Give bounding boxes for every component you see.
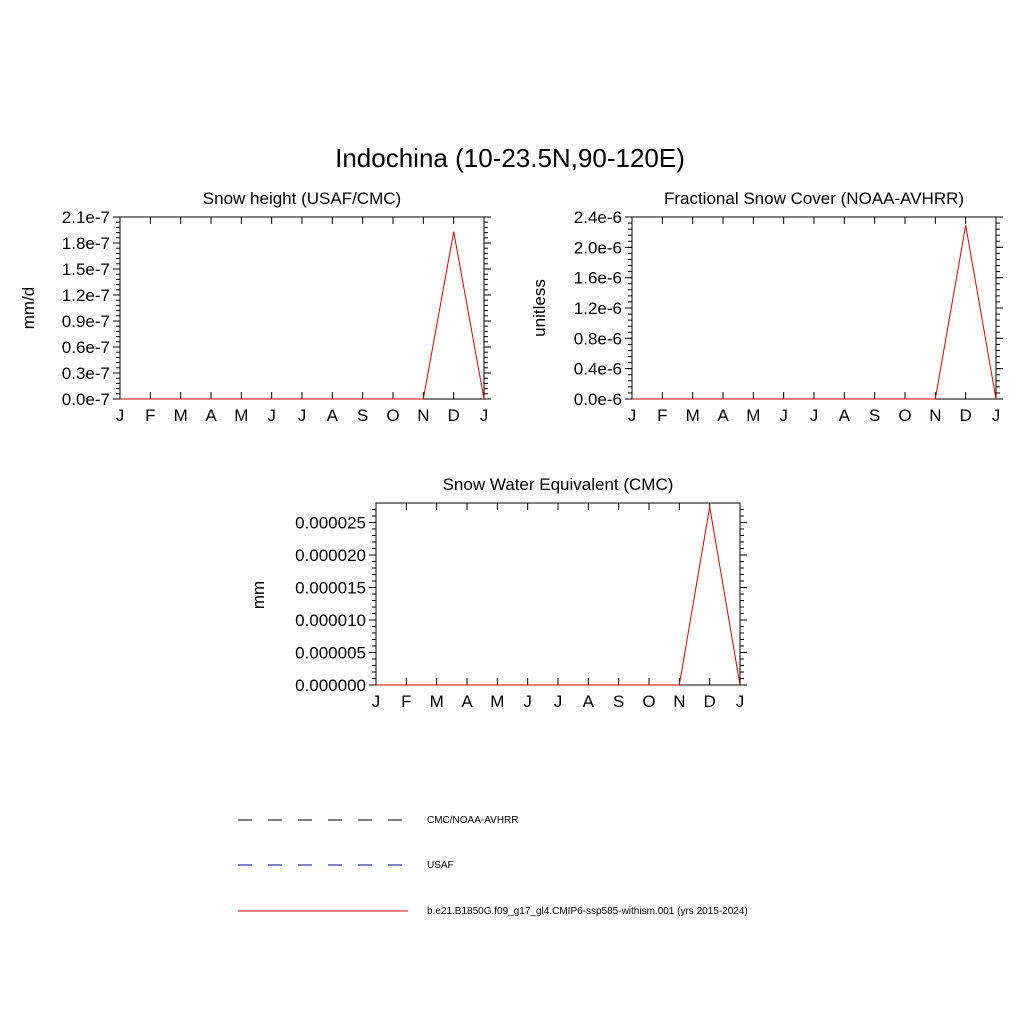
y-axis-label: mm [249,580,268,610]
x-tick-label: O [898,406,912,425]
figure-title: Indochina (10-23.5N,90-120E) [335,143,685,173]
y-tick-label: 0.000010 [295,611,366,630]
y-tick-label: 0.3e-7 [61,364,110,383]
legend-item-usaf [238,860,454,871]
y-tick-label: 2.0e-6 [573,238,622,258]
x-tick-label: A [582,692,595,711]
x-tick-label: J [809,406,819,425]
series-line-model [376,507,740,685]
plot-frame [632,217,996,399]
y-tick-label: 0.8e-6 [573,329,622,349]
x-tick-label: J [553,692,563,711]
x-tick-label: A [838,406,851,425]
y-tick-label: 0.000020 [295,546,366,565]
x-tick-label: F [145,406,156,425]
y-tick-label: 1.2e-7 [61,286,110,305]
x-tick-label: J [523,692,532,711]
y-tick-label: 1.2e-6 [573,299,622,318]
x-tick-label: N [929,406,942,425]
chart-title: Snow Water Equivalent (CMC) [442,475,674,494]
x-tick-label: A [205,406,217,425]
x-tick-label: M [173,406,188,425]
y-tick-label: 0.0e-7 [61,390,110,409]
chart-fractional-snow-cover [530,189,1003,425]
x-tick-label: M [429,692,444,711]
x-tick-label: J [371,692,381,711]
x-tick-label: N [673,692,686,711]
x-tick-label: J [297,406,307,425]
x-tick-label: N [417,406,430,425]
y-tick-label: 1.5e-7 [61,260,110,279]
x-tick-label: O [386,406,400,425]
y-tick-label: 0.0e-6 [573,390,622,409]
legend-label: CMC/NOAA-AVHRR [427,815,519,826]
x-tick-label: S [356,406,369,425]
legend-item-model [238,906,748,917]
x-tick-label: S [868,406,881,425]
x-tick-label: D [959,406,972,425]
x-tick-label: M [746,406,761,425]
chart-title: Fractional Snow Cover (NOAA-AVHRR) [663,189,965,208]
x-tick-label: A [461,692,473,711]
legend-label: b.e21.B1850G.f09_g17_gl4.CMIP6-ssp585-withism.001 (yrs 2015-2024) [427,906,748,917]
legend [238,815,748,917]
x-tick-label: M [234,406,249,425]
plot-frame [376,503,740,685]
y-tick-label: 1.8e-7 [61,234,110,253]
x-tick-label: A [326,406,339,425]
x-tick-label: M [685,406,700,425]
x-tick-label: F [401,692,412,711]
x-tick-label: J [735,692,745,711]
y-axis-label: unitless [530,279,549,337]
y-tick-label: 0.000015 [295,578,366,598]
y-tick-label: 0.4e-6 [573,359,622,379]
x-tick-label: J [479,406,489,425]
y-tick-label: 0.9e-7 [61,312,110,331]
chart-snow-water-equivalent [249,475,747,711]
x-tick-label: F [657,406,668,425]
y-tick-label: 2.4e-6 [573,208,622,227]
x-tick-label: D [703,692,716,711]
x-tick-label: J [627,406,637,425]
x-tick-label: J [779,406,788,425]
chart-snow-height [19,189,491,425]
x-tick-label: J [991,406,1001,425]
series-line-model [120,232,484,399]
y-tick-label: 1.6e-6 [573,268,622,288]
series-line-model [632,225,996,399]
y-tick-label: 0.000000 [295,676,366,695]
plot-frame [120,217,484,399]
x-tick-label: J [115,406,125,425]
legend-label: USAF [427,860,454,871]
x-tick-label: J [267,406,276,425]
x-tick-label: O [642,692,656,711]
y-tick-label: 0.000005 [295,643,366,663]
y-tick-label: 0.6e-7 [61,338,110,357]
y-tick-label: 0.000025 [295,513,366,533]
x-tick-label: M [490,692,505,711]
chart-title: Snow height (USAF/CMC) [202,189,402,208]
y-tick-label: 2.1e-7 [61,208,110,227]
x-tick-label: A [717,406,729,425]
x-tick-label: S [612,692,625,711]
legend-item-cmc [238,815,518,826]
y-axis-label: mm/d [19,286,38,330]
x-tick-label: D [447,406,460,425]
